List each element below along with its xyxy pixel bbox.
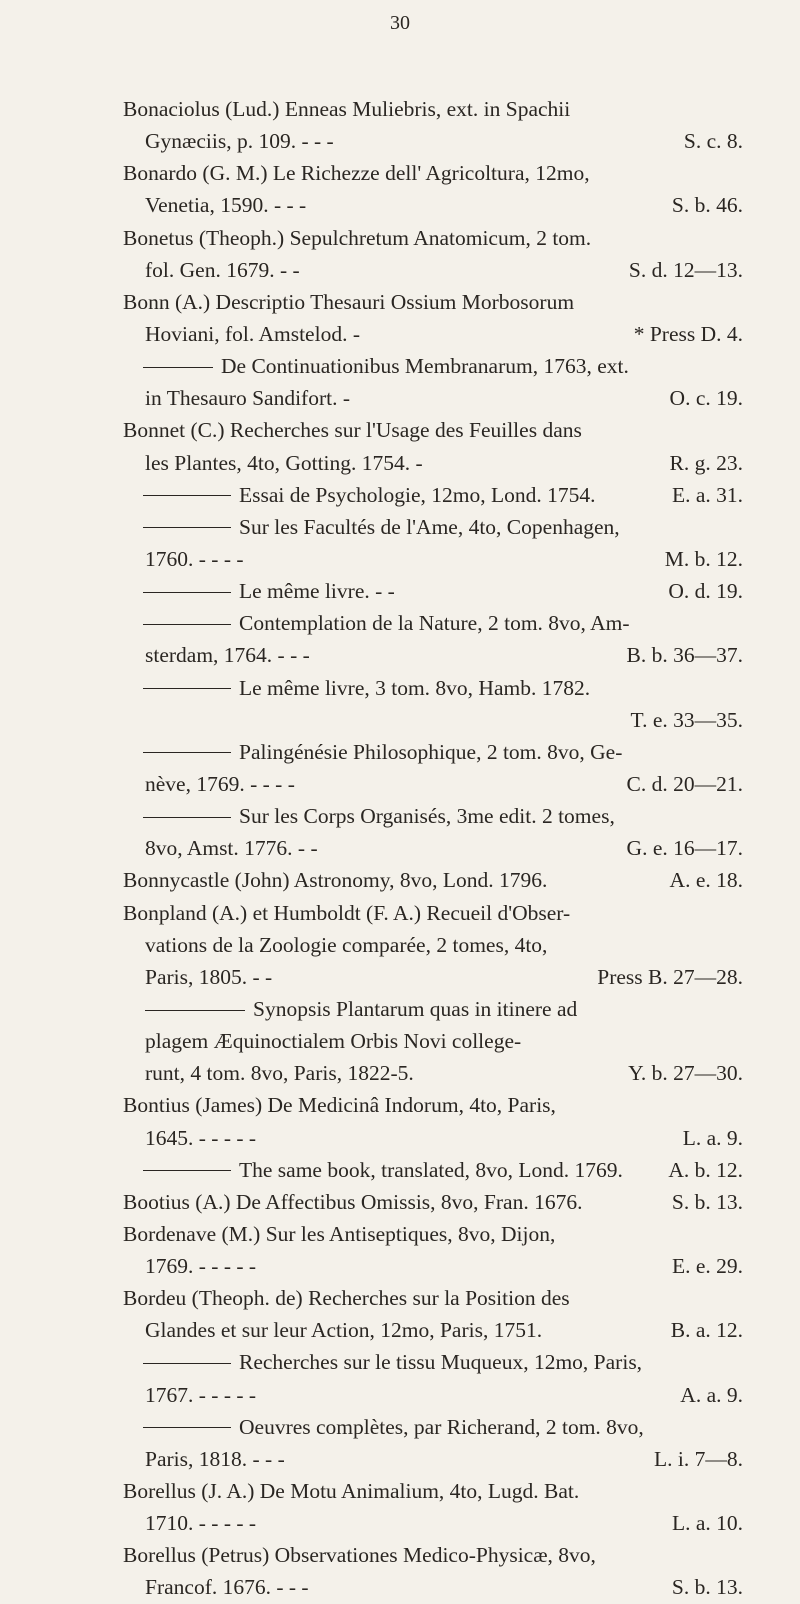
shelf-mark: S. c. 8. [683, 129, 743, 154]
shelf-mark: A. b. 12. [668, 1157, 743, 1182]
entry-text: Bordeu (Theoph. de) Recherches sur la Position des [123, 1286, 570, 1311]
entry-text: les Plantes, 4to, Gotting. 1754. - [145, 450, 423, 475]
catalogue-line [123, 736, 743, 768]
catalogue-line [123, 1411, 743, 1443]
catalogue-line [123, 222, 743, 254]
entry-text: Sur les Corps Organisés, 3me edit. 2 tomes, [239, 804, 615, 829]
catalogue-line [123, 511, 743, 543]
catalogue-line [123, 961, 743, 993]
ditto-rule [143, 527, 231, 528]
catalogue-entries [123, 93, 743, 1604]
catalogue-line [123, 414, 743, 446]
ditto-rule [143, 1170, 231, 1171]
shelf-mark: C. d. 20—21. [626, 771, 743, 796]
catalogue-line [123, 993, 743, 1025]
catalogue-line [123, 1025, 743, 1057]
catalogue-line [123, 1507, 743, 1539]
entry-text: Venetia, 1590. - - - [145, 193, 307, 218]
catalogue-line [123, 350, 743, 382]
catalogue-line [123, 1314, 743, 1346]
catalogue-line [123, 704, 743, 736]
catalogue-line [123, 607, 743, 639]
entry-text: plagem Æquinoctialem Orbis Novi college- [145, 1029, 522, 1054]
shelf-mark: Y. b. 27—30. [628, 1061, 743, 1086]
shelf-mark: E. a. 31. [671, 482, 743, 507]
catalogue-line [123, 1186, 743, 1218]
catalogue-line [123, 286, 743, 318]
catalogue-line [123, 897, 743, 929]
page-number: 30 [390, 12, 410, 34]
shelf-mark: T. e. 33—35. [630, 707, 743, 732]
catalogue-line [123, 639, 743, 671]
shelf-mark: B. a. 12. [670, 1318, 743, 1343]
entry-text: Bordenave (M.) Sur les Antiseptiques, 8vo, Dijon, [123, 1221, 556, 1246]
catalogue-line [123, 93, 743, 125]
shelf-mark: L. a. 9. [682, 1125, 743, 1150]
entry-text: Gynæciis, p. 109. - - - [145, 129, 334, 154]
entry-text: Bootius (A.) De Affectibus Omissis, 8vo, Fran. 1676. [123, 1189, 583, 1214]
entry-text: Sur les Facultés de l'Ame, 4to, Copenhagen, [239, 514, 620, 539]
catalogue-line [123, 1057, 743, 1089]
catalogue-line [123, 125, 743, 157]
entry-text: Bontius (James) De Medicinâ Indorum, 4to, Paris, [123, 1093, 556, 1118]
entry-text: Bonetus (Theoph.) Sepulchretum Anatomicum, 2 tom. [123, 225, 592, 250]
entry-text: Francof. 1676. - - - [145, 1575, 309, 1600]
entry-text: Paris, 1805. - - [145, 964, 273, 989]
catalogue-line [123, 157, 743, 189]
catalogue-line [123, 318, 743, 350]
ditto-rule [143, 752, 231, 753]
catalogue-line [123, 543, 743, 575]
catalogue-line [123, 447, 743, 479]
catalogue-line [123, 1154, 743, 1186]
entry-text: The same book, translated, 8vo, Lond. 1769. [239, 1157, 623, 1182]
ditto-rule [143, 367, 213, 368]
entry-text: Le même livre. - - [239, 579, 395, 604]
entry-text: 1710. - - - - - [145, 1511, 257, 1536]
shelf-mark: E. e. 29. [671, 1254, 743, 1279]
entry-text: Borellus (Petrus) Observationes Medico-Physicæ, 8vo, [123, 1543, 596, 1568]
shelf-mark: Press B. 27—28. [597, 964, 743, 989]
entry-text: Contemplation de la Nature, 2 tom. 8vo, Am- [239, 611, 630, 636]
catalogue-line [123, 1379, 743, 1411]
entry-text: Hoviani, fol. Amstelod. - [145, 321, 360, 346]
catalogue-line [123, 1122, 743, 1154]
entry-text: Bonn (A.) Descriptio Thesauri Ossium Morbosorum [123, 289, 575, 314]
catalogue-line [123, 1571, 743, 1603]
entry-text: 1760. - - - - [145, 546, 244, 571]
catalogue-line [123, 768, 743, 800]
shelf-mark: B. b. 36—37. [626, 643, 743, 668]
entry-text: Paris, 1818. - - - [145, 1446, 285, 1471]
entry-text: Bonnet (C.) Recherches sur l'Usage des Feuilles dans [123, 418, 582, 443]
entry-text: Recherches sur le tissu Muqueux, 12mo, Paris, [239, 1350, 643, 1375]
entry-text: Bonnycastle (John) Astronomy, 8vo, Lond. 1796. [123, 868, 548, 893]
entry-text: Le même livre, 3 tom. 8vo, Hamb. 1782. [239, 675, 591, 700]
catalogue-line [123, 382, 743, 414]
entry-text: vations de la Zoologie comparée, 2 tomes, 4to, [145, 932, 548, 957]
catalogue-line [123, 189, 743, 221]
entry-text: Bonardo (G. M.) Le Richezze dell' Agricoltura, 12mo, [123, 161, 590, 186]
entry-text: in Thesauro Sandifort. - [145, 386, 351, 411]
catalogue-line [123, 832, 743, 864]
ditto-rule [143, 688, 231, 689]
shelf-mark: G. e. 16—17. [626, 836, 743, 861]
ditto-rule [143, 1363, 231, 1364]
entry-text: Oeuvres complètes, par Richerand, 2 tom. 8vo, [239, 1414, 644, 1439]
catalogue-line [123, 864, 743, 896]
entry-text: Bonaciolus (Lud.) Enneas Muliebris, ext. in Spachii [123, 97, 571, 121]
catalogue-line [123, 1250, 743, 1282]
shelf-mark: O. d. 19. [668, 579, 743, 604]
entry-text: Essai de Psychologie, 12mo, Lond. 1754. [239, 482, 596, 507]
catalogue-line [123, 1539, 743, 1571]
ditto-rule [143, 817, 231, 818]
entry-text: Bonpland (A.) et Humboldt (F. A.) Recueil d'Obser- [123, 900, 571, 925]
shelf-mark: S. b. 46. [671, 193, 743, 218]
ditto-rule [143, 624, 231, 625]
ditto-rule [145, 1010, 245, 1011]
catalogue-line [123, 929, 743, 961]
catalogue-line [123, 254, 743, 286]
entry-text: runt, 4 tom. 8vo, Paris, 1822-5. [145, 1061, 414, 1086]
shelf-mark: L. i. 7—8. [654, 1446, 743, 1471]
catalogue-line [123, 1475, 743, 1507]
entry-text: 1767. - - - - - [145, 1382, 257, 1407]
catalogue-line [123, 1282, 743, 1314]
catalogue-line [123, 1089, 743, 1121]
ditto-rule [143, 592, 231, 593]
shelf-mark: S. d. 12—13. [628, 257, 743, 282]
ditto-rule [143, 1427, 231, 1428]
catalogue-line [123, 800, 743, 832]
shelf-mark: R. g. 23. [669, 450, 743, 475]
catalogue-line [123, 575, 743, 607]
shelf-mark: * Press D. 4. [633, 321, 743, 346]
entry-text: fol. Gen. 1679. - - [145, 257, 300, 282]
ditto-rule [143, 495, 231, 496]
entry-text: Palingénésie Philosophique, 2 tom. 8vo, Ge- [239, 739, 623, 764]
shelf-mark: S. b. 13. [671, 1189, 743, 1214]
entry-text: 1645. - - - - - [145, 1125, 257, 1150]
shelf-mark: A. a. 9. [680, 1382, 743, 1407]
catalogue-line [123, 479, 743, 511]
shelf-mark: O. c. 19. [669, 386, 743, 411]
entry-text: Synopsis Plantarum quas in itinere ad [253, 996, 578, 1021]
entry-text: nève, 1769. - - - - [145, 771, 295, 796]
entry-text: sterdam, 1764. - - - [145, 643, 310, 668]
entry-text: Borellus (J. A.) De Motu Animalium, 4to, Lugd. Bat. [123, 1479, 580, 1504]
catalogue-line [123, 1346, 743, 1378]
entry-text: Glandes et sur leur Action, 12mo, Paris, 1751. [145, 1318, 543, 1343]
shelf-mark: A. e. 18. [669, 868, 743, 893]
catalogue-line [123, 1443, 743, 1475]
shelf-mark: M. b. 12. [664, 546, 743, 571]
entry-text: De Continuationibus Membranarum, 1763, ext. [221, 354, 629, 379]
shelf-mark: L. a. 10. [671, 1511, 743, 1536]
entry-text: 1769. - - - - - [145, 1254, 257, 1279]
catalogue-line [123, 1218, 743, 1250]
shelf-mark: S. b. 13. [671, 1575, 743, 1600]
entry-text: 8vo, Amst. 1776. - - [145, 836, 318, 861]
catalogue-line [123, 672, 743, 704]
